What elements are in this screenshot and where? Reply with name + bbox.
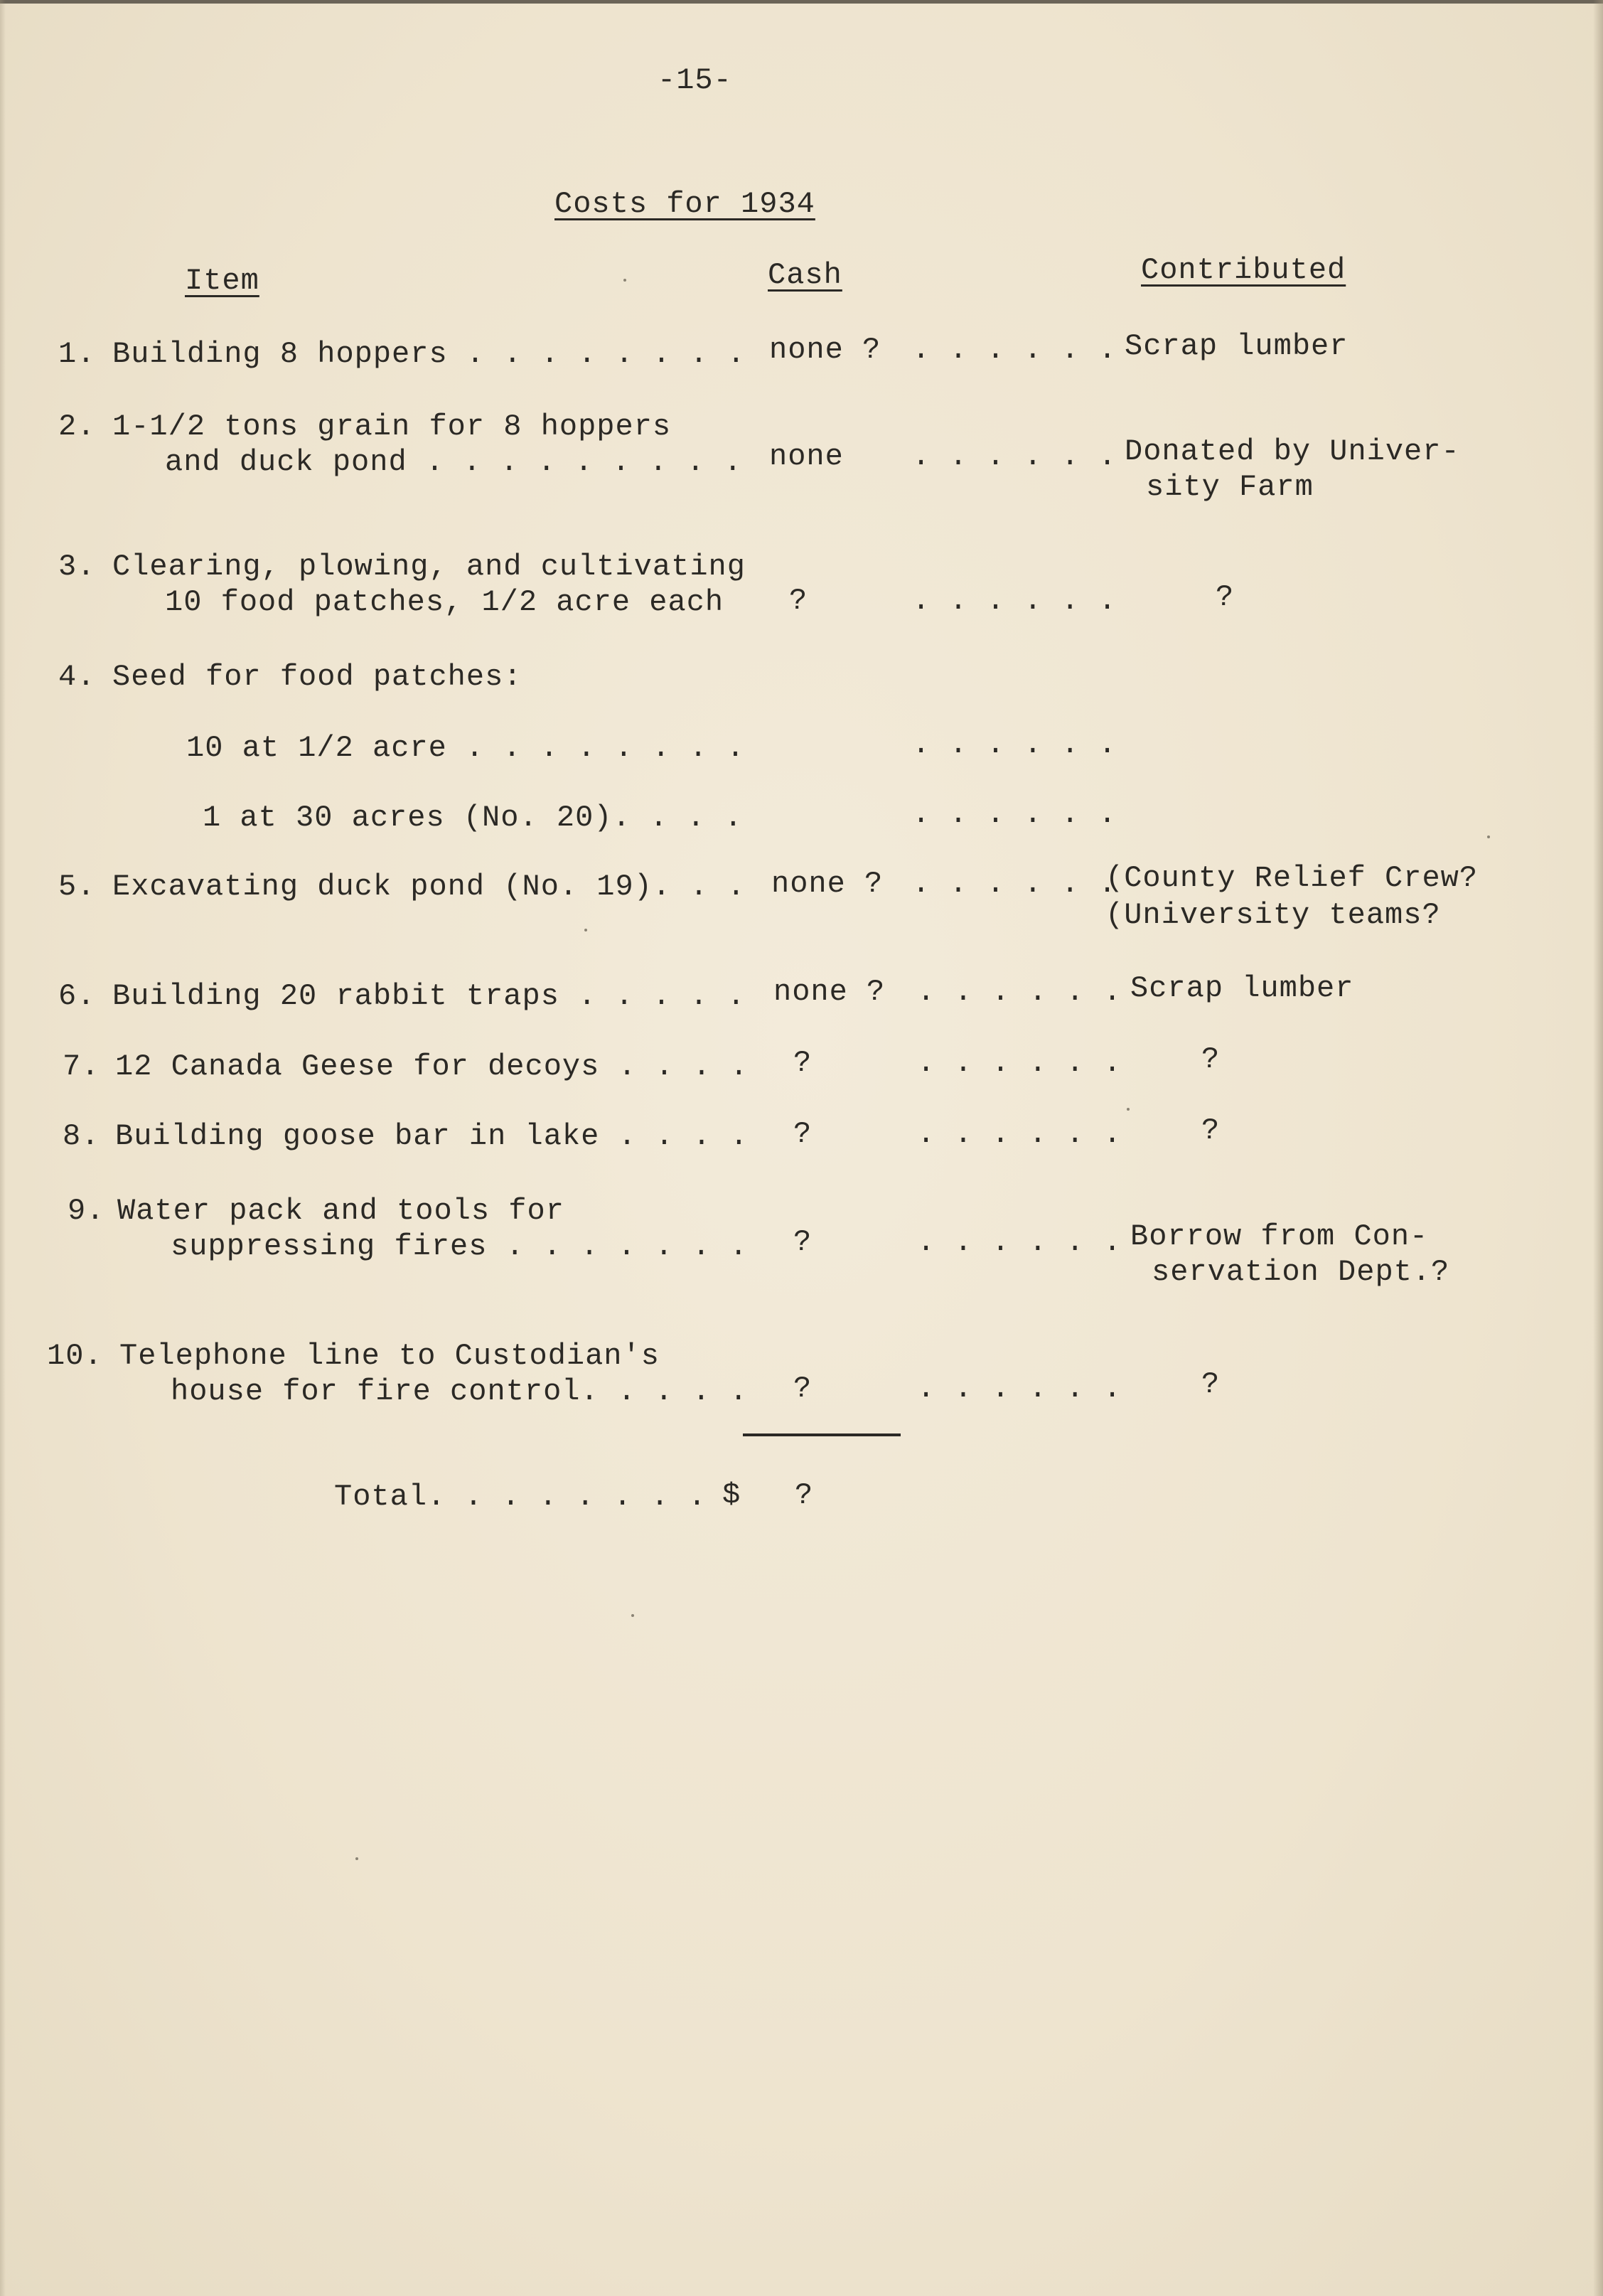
row-5-contributed-line-2: (University teams? bbox=[1105, 898, 1441, 932]
row-10-number: 10. bbox=[47, 1339, 103, 1373]
row-6-cash: none ? bbox=[773, 975, 886, 1009]
row-4-sub-1-dots: . . . . . . bbox=[912, 727, 1117, 762]
paper-speck bbox=[355, 1857, 358, 1860]
row-5-number: 5. bbox=[58, 870, 96, 904]
row-8-number: 8. bbox=[63, 1119, 100, 1153]
row-2-number: 2. bbox=[58, 410, 96, 444]
row-6-item: Building 20 rabbit traps . . . . . bbox=[112, 979, 746, 1013]
row-8-item: Building goose bar in lake . . . . bbox=[115, 1119, 749, 1153]
row-2-dots: . . . . . . bbox=[912, 439, 1117, 474]
page-left-shadow bbox=[0, 0, 6, 2296]
page-number: -15- bbox=[658, 63, 732, 97]
paper-speck bbox=[631, 1614, 634, 1617]
row-2-contributed-line-1: Donated by Univer- bbox=[1125, 434, 1460, 469]
row-9-item-line-2: suppressing fires . . . . . . . bbox=[171, 1229, 749, 1264]
row-6-dots: . . . . . . bbox=[917, 975, 1122, 1009]
row-8-contributed: ? bbox=[1201, 1114, 1221, 1148]
row-3-dots: . . . . . . bbox=[912, 584, 1117, 618]
page-top-edge bbox=[0, 0, 1603, 4]
row-2-item-line-2: and duck pond . . . . . . . . . bbox=[165, 445, 743, 479]
row-4-sub-1-label: 10 at 1/2 acre . . . . . . . . bbox=[186, 731, 746, 765]
row-5-cash: none ? bbox=[771, 867, 884, 901]
row-7-item: 12 Canada Geese for decoys . . . . bbox=[115, 1050, 749, 1084]
row-10-item-line-1: Telephone line to Custodian's bbox=[119, 1339, 660, 1373]
row-9-dots: . . . . . . bbox=[917, 1225, 1122, 1259]
paper-speck bbox=[1127, 1108, 1130, 1111]
row-8-cash: ? bbox=[793, 1117, 813, 1151]
row-6-number: 6. bbox=[58, 979, 96, 1013]
row-5-item: Excavating duck pond (No. 19). . . bbox=[112, 870, 746, 904]
row-7-number: 7. bbox=[63, 1050, 100, 1084]
row-1-item: Building 8 hoppers . . . . . . . . bbox=[112, 337, 746, 371]
row-4-sub-2-label: 1 at 30 acres (No. 20). . . . bbox=[203, 801, 743, 835]
row-7-cash: ? bbox=[793, 1046, 813, 1080]
row-6-contributed: Scrap lumber bbox=[1130, 971, 1354, 1005]
header-contributed: Contributed bbox=[1141, 253, 1346, 287]
row-10-dots: . . . . . . bbox=[917, 1372, 1122, 1406]
row-5-contributed-line-1: (County Relief Crew? bbox=[1105, 861, 1479, 895]
row-1-contributed: Scrap lumber bbox=[1125, 329, 1349, 363]
row-7-contributed: ? bbox=[1201, 1042, 1221, 1077]
row-9-number: 9. bbox=[68, 1194, 105, 1228]
row-9-cash: ? bbox=[793, 1225, 813, 1259]
row-3-item-line-2: 10 food patches, 1/2 acre each bbox=[165, 585, 724, 619]
page-title: Costs for 1934 bbox=[554, 187, 815, 221]
row-1-dots: . . . . . . bbox=[912, 333, 1117, 367]
total-label: Total. . . . . . . . bbox=[334, 1480, 707, 1514]
row-2-cash: none bbox=[769, 439, 844, 474]
row-8-dots: . . . . . . bbox=[917, 1117, 1122, 1151]
row-1-cash: none ? bbox=[769, 333, 881, 367]
row-3-contributed: ? bbox=[1216, 580, 1235, 614]
row-2-contributed-line-2: sity Farm bbox=[1146, 470, 1314, 504]
paper-speck bbox=[623, 279, 626, 282]
row-10-contributed: ? bbox=[1201, 1367, 1221, 1401]
row-3-number: 3. bbox=[58, 550, 96, 584]
total-value: ? bbox=[795, 1478, 814, 1512]
paper-speck bbox=[1487, 835, 1490, 838]
row-10-item-line-2: house for fire control. . . . . bbox=[171, 1374, 749, 1409]
paper-speck bbox=[584, 929, 587, 931]
row-4-item: Seed for food patches: bbox=[112, 660, 522, 694]
header-cash: Cash bbox=[768, 258, 842, 292]
header-item: Item bbox=[185, 264, 259, 298]
page-right-shadow bbox=[1593, 0, 1603, 2296]
row-1-number: 1. bbox=[58, 337, 96, 371]
row-3-item-line-1: Clearing, plowing, and cultivating bbox=[112, 550, 746, 584]
row-5-dots: . . . . . . bbox=[912, 867, 1117, 901]
row-9-contributed-line-1: Borrow from Con- bbox=[1130, 1219, 1429, 1254]
row-4-sub-2-dots: . . . . . . bbox=[912, 797, 1117, 831]
row-4-number: 4. bbox=[58, 660, 96, 694]
row-3-cash: ? bbox=[789, 584, 808, 618]
row-9-item-line-1: Water pack and tools for bbox=[117, 1194, 564, 1228]
total-rule bbox=[743, 1433, 901, 1436]
total-currency: $ bbox=[722, 1478, 741, 1512]
row-2-item-line-1: 1-1/2 tons grain for 8 hoppers bbox=[112, 410, 672, 444]
row-9-contributed-line-2: servation Dept.? bbox=[1152, 1255, 1450, 1289]
row-7-dots: . . . . . . bbox=[917, 1046, 1122, 1080]
row-10-cash: ? bbox=[793, 1372, 813, 1406]
